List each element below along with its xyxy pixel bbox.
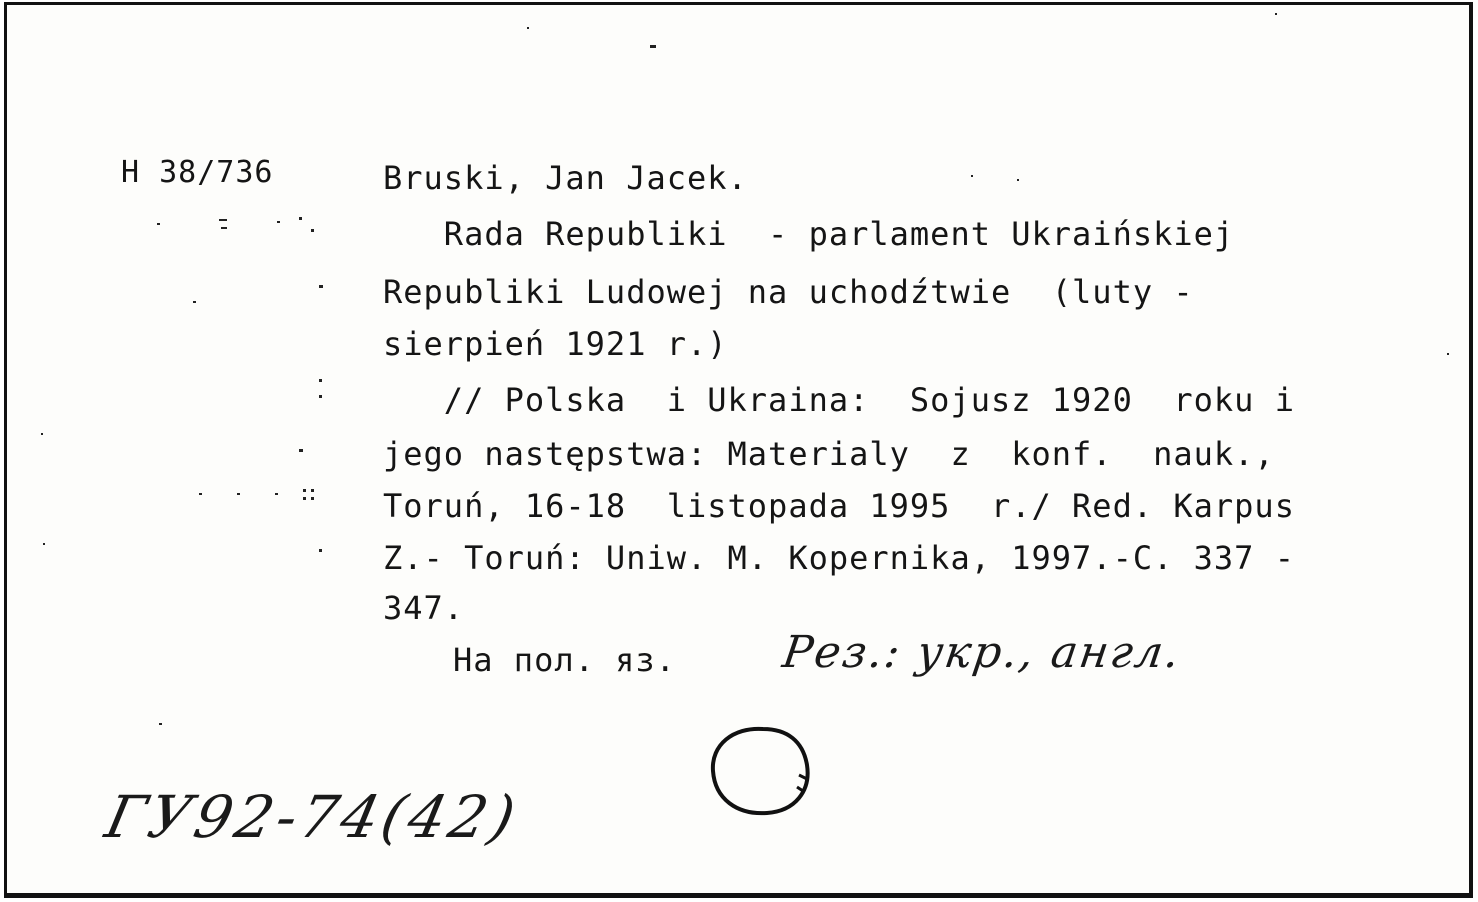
catalog-card [4, 2, 1473, 898]
title-line-3: sierpień 1921 r.) [383, 325, 728, 363]
handwritten-summary-note: Рез.: укр., англ. [779, 627, 1185, 678]
title-line-2: Republiki Ludowej na uchodźtwie (luty - [383, 273, 1194, 311]
language-note: На пол. яз. [453, 641, 676, 679]
source-line-4: Z.- Toruń: Uniw. M. Kopernika, 1997.-C. 337 - [383, 539, 1295, 577]
circle-stamp-icon [703, 721, 823, 821]
shelfmark: H 38/736 [121, 155, 274, 190]
source-line-1: // Polska i Ukraina: Sojusz 1920 roku i [383, 381, 1295, 419]
title-line-1: Rada Republiki - parlament Ukraińskiej [383, 215, 1235, 253]
author-line: Bruski, Jan Jacek. [383, 159, 748, 197]
source-line-5: 347. [383, 589, 465, 627]
handwritten-code: ГУ92-74(42) [99, 783, 525, 851]
source-line-3: Toruń, 16-18 listopada 1995 r./ Red. Karpus [383, 487, 1295, 525]
source-line-2: jego następstwa: Materialy z konf. nauk., [383, 435, 1275, 473]
